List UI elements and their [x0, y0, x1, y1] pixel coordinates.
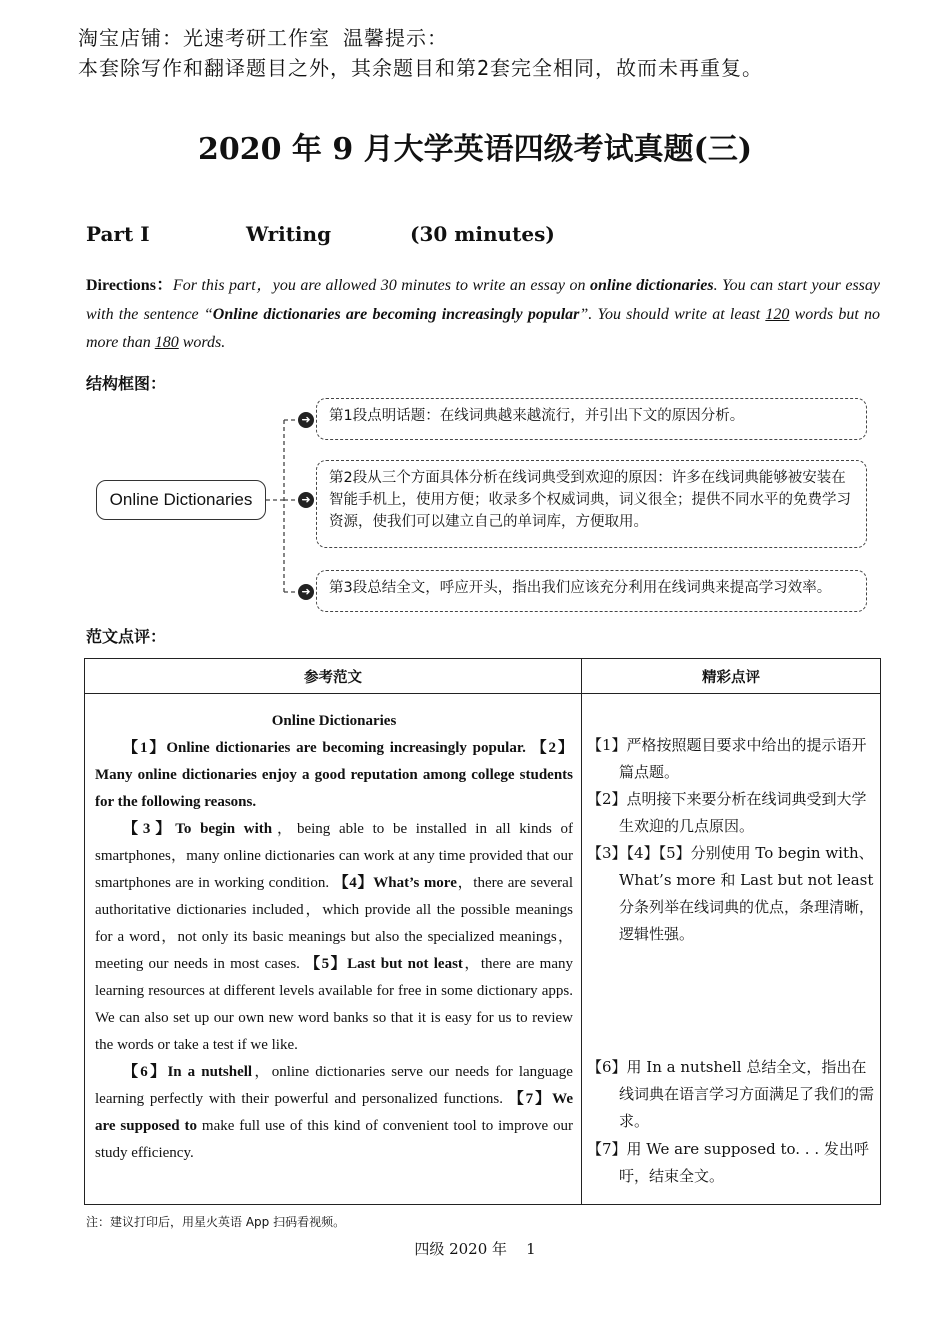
- review-heading: 范文点评：: [86, 627, 167, 646]
- page-number: 四级 2020 年 1: [414, 1240, 536, 1258]
- essay-paragraph-2: 【3】To begin with，being able to be installed in all kinds of smartphones，many online dictionaries can work at any time provided that our smartphones are in working condition. 【4】What’s more，there are several authoritative dictionaries included，which provide all the possible meanings for a word，not only its basic meanings but also the specialized meanings，meeting our needs in most cases. 【5】Last but not least，there are many learning resources at different levels available for free in some dictionary apps. We can also set up our own new word banks so that it is easy for us to review the words or take a test if we like.: [95, 821, 573, 1053]
- essay-paragraph-1: 【1】Online dictionaries are becoming increasingly popular. 【2】Many online dictionaries enjoy a good reputation among college students for the following reasons.: [95, 740, 573, 810]
- diagram-branch-1: 第1段点明话题：在线词典越来越流行，并引出下文的原因分析。: [316, 398, 867, 440]
- footnote: 注：建议打印后，用星火英语 App 扫码看视频。: [86, 1215, 346, 1229]
- directions-lead: Directions：: [86, 277, 173, 294]
- arrow-right-icon: ➜: [298, 584, 314, 600]
- min-words: 120: [765, 305, 790, 323]
- essay-topic: online dictionaries: [590, 277, 714, 294]
- diagram-branch-3: 第3段总结全文，呼应开头，指出我们应该充分利用在线词典来提高学习效率。: [316, 570, 867, 612]
- col-essay-header: 参考范文: [85, 659, 582, 694]
- comment-1: 【1】严格按照题目要求中给出的提示语开篇点题。: [587, 736, 867, 781]
- model-essay: [85, 694, 581, 1179]
- comment-7: 【7】用 We are supposed to. . . 发出呼吁，结束全文。: [587, 1140, 869, 1185]
- diagram-heading: 结构框图：: [86, 374, 167, 393]
- max-words: 180: [154, 334, 179, 351]
- start-sentence: Online dictionaries are becoming increasingly popular: [212, 305, 580, 323]
- comment-3: 【3】【4】【5】分别使用 To begin with、What’s more 和 Last but not least 分条列举在线词典的优点，条理清晰，逻辑性强。: [587, 844, 875, 943]
- essay-title: Online Dictionaries: [271, 713, 397, 729]
- diagram-root: Online Dictionaries: [96, 480, 266, 520]
- essay-paragraph-3: 【6】In a nutshell，online dictionaries serve our needs for language learning perfectly with their powerful and personalized functions. 【7】We are supposed to make full use of this kind of convenient tool to improve our study efficiency.: [95, 1064, 574, 1161]
- notice-line-1: 淘宝店铺：光速考研工作室 温馨提示：: [78, 26, 449, 50]
- notice-line-2: 本套除写作和翻译题目之外，其余题目和第2套完全相同，故而未再重复。: [78, 56, 764, 80]
- comment-2: 【2】点明接下来要分析在线词典受到大学生欢迎的几点原因。: [587, 790, 867, 835]
- page-title: 2020 年 9 月大学英语四级考试真题(三): [197, 132, 753, 167]
- comment-6: 【6】用 In a nutshell 总结全文，指出在线词典在语言学习方面满足了我们的需求。: [587, 1058, 875, 1130]
- part-name: Writing: [246, 222, 332, 246]
- arrow-right-icon: ➜: [298, 492, 314, 508]
- essay-cell: [85, 694, 582, 1205]
- part-label: Part Ⅰ: [86, 222, 150, 246]
- diagram-branch-2: 第2段从三个方面具体分析在线词典受到欢迎的原因：许多在线词典能够被安装在智能手机上，使用方便；收录多个权威词典，词义很全；提供不同水平的免费学习资源，使我们可以建立自己的单词库，方便取用。: [316, 460, 867, 548]
- directions: Directions：For this part，you are allowed 30 minutes to write an essay on online dictionaries. You can start your essay with the sentence “Online dictionaries are becoming increasingly popular”. You should write at least 120 words but no more than 180 words.: [86, 277, 881, 351]
- col-comment-header: 精彩点评: [582, 659, 881, 694]
- arrow-right-icon: ➜: [298, 412, 314, 428]
- part-time: (30 minutes): [410, 222, 555, 246]
